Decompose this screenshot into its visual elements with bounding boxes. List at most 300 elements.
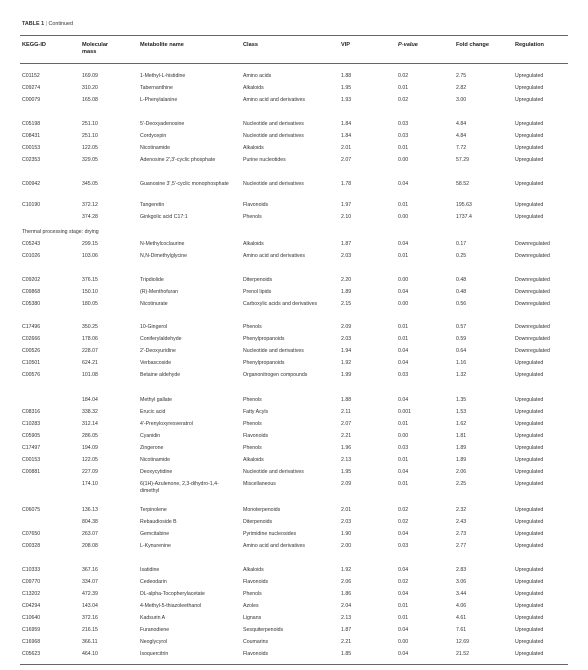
class-cell: Nucleotide and derivatives <box>243 181 304 187</box>
class-cell: Prenol lipids <box>243 289 272 295</box>
vip-cell: 1.95 <box>341 85 352 91</box>
regulation-cell: Upregulated <box>515 591 544 597</box>
class-cell: Pyrimidine nucleosides <box>243 531 297 537</box>
kegg-id-cell: C07650 <box>22 531 41 537</box>
molecular-mass-cell: 372.16 <box>82 615 98 621</box>
p-value-cell: 0.01 <box>398 481 409 487</box>
kegg-id-cell: C01026 <box>22 253 41 259</box>
metabolite-name-cell: Nicotinurate <box>140 301 168 307</box>
regulation-cell: Upregulated <box>515 421 544 427</box>
molecular-mass-cell: 310.20 <box>82 85 98 91</box>
vip-cell: 1.84 <box>341 133 352 139</box>
metabolite-name-cell: 1-Methyl-L-histidine <box>140 73 186 79</box>
molecular-mass-cell: 350.25 <box>82 324 98 330</box>
molecular-mass-cell: 184.04 <box>82 397 98 403</box>
p-value-cell: 0.04 <box>398 469 409 475</box>
kegg-id-cell: C00942 <box>22 181 41 187</box>
regulation-cell: Upregulated <box>515 214 544 220</box>
vip-cell: 2.01 <box>341 507 352 513</box>
p-value-cell: 0.04 <box>398 567 409 573</box>
metabolite-name-cell: 5'-Deoxyadenosine <box>140 121 185 127</box>
p-value-cell: 0.03 <box>398 133 409 139</box>
metabolite-name-cell: Erucic acid <box>140 409 166 415</box>
metabolite-name-cell: Neoglycyrol <box>140 639 168 645</box>
vip-cell: 2.03 <box>341 253 352 259</box>
fold-change-cell: 2.82 <box>456 85 467 91</box>
kegg-id-cell: C09770 <box>22 579 41 585</box>
class-cell: Phenols <box>243 397 262 403</box>
p-value-cell: 0.04 <box>398 360 409 366</box>
p-value-cell: 0.00 <box>398 277 409 283</box>
vip-cell: 2.03 <box>341 336 352 342</box>
regulation-cell: Upregulated <box>515 481 544 487</box>
metabolite-name-cell: Adenosine 2',3'-cyclic phosphate <box>140 157 216 163</box>
kegg-id-cell: C05623 <box>22 651 41 657</box>
class-cell: Alkaloids <box>243 145 264 151</box>
fold-change-cell: 12.69 <box>456 639 469 645</box>
regulation-cell: Downregulated <box>515 241 550 247</box>
vip-cell: 2.13 <box>341 615 352 621</box>
molecular-mass-cell: 251.10 <box>82 133 98 139</box>
table-caption <box>22 21 73 27</box>
vip-cell: 1.78 <box>341 181 352 187</box>
molecular-mass-cell: 103.06 <box>82 253 98 259</box>
p-value-cell: 0.00 <box>398 301 409 307</box>
kegg-id-cell: C10190 <box>22 202 41 208</box>
p-value-cell: 0.01 <box>398 324 409 330</box>
fold-change-cell: 195.63 <box>456 202 472 208</box>
molecular-mass-cell: 169.09 <box>82 73 98 79</box>
fold-change-cell: 2.43 <box>456 519 467 525</box>
metabolite-name-cell: Cordycepin <box>140 133 167 139</box>
kegg-id-cell: C08316 <box>22 409 41 415</box>
metabolite-name-cell: Nicotinamide <box>140 145 170 151</box>
p-value-cell: 0.03 <box>398 121 409 127</box>
regulation-cell: Upregulated <box>515 409 544 415</box>
molecular-mass-cell: 374.28 <box>82 214 98 220</box>
kegg-id-cell: C09868 <box>22 289 41 295</box>
p-value-cell: 0.04 <box>398 531 409 537</box>
p-value-cell: 0.01 <box>398 421 409 427</box>
regulation-cell: Upregulated <box>515 567 544 573</box>
vip-cell: 1.97 <box>341 202 352 208</box>
header-p-value: P-value <box>398 42 418 48</box>
kegg-id-cell: C10640 <box>22 615 41 621</box>
p-value-cell: 0.01 <box>398 253 409 259</box>
fold-change-cell: 0.57 <box>456 324 467 330</box>
header-rule <box>20 63 568 64</box>
class-cell: Amino acids <box>243 73 272 79</box>
kegg-id-cell: C05243 <box>22 241 41 247</box>
vip-cell: 1.86 <box>341 591 352 597</box>
p-value-cell: 0.01 <box>398 85 409 91</box>
p-value-cell: 0.02 <box>398 97 409 103</box>
kegg-id-cell: C00328 <box>22 543 41 549</box>
molecular-mass-cell: 624.21 <box>82 360 98 366</box>
p-value-cell: 0.04 <box>398 348 409 354</box>
molecular-mass-cell: 464.10 <box>82 651 98 657</box>
regulation-cell: Downregulated <box>515 253 550 259</box>
class-cell: Flavonoids <box>243 433 269 439</box>
metabolite-name-cell: Kadsurin A <box>140 615 166 621</box>
class-cell: Nucleotide and derivatives <box>243 348 304 354</box>
p-value-cell: 0.01 <box>398 615 409 621</box>
metabolite-name-cell: 10-Gingerol <box>140 324 168 330</box>
p-value-cell: 0.01 <box>398 603 409 609</box>
kegg-id-cell: C04294 <box>22 603 41 609</box>
class-cell: Diterpenoids <box>243 519 273 525</box>
metabolite-name-cell: Furanodiene <box>140 627 170 633</box>
molecular-mass-cell: 472.39 <box>82 591 98 597</box>
vip-cell: 2.21 <box>341 433 352 439</box>
header-fold-change: Fold change <box>456 42 489 48</box>
fold-change-cell: 3.06 <box>456 579 467 585</box>
fold-change-cell: 1.35 <box>456 397 467 403</box>
vip-cell: 1.92 <box>341 567 352 573</box>
header-class: Class <box>243 42 258 48</box>
vip-cell: 1.96 <box>341 445 352 451</box>
metabolite-name-cell: 4-Methyl-5-thiazoleethanol <box>140 603 202 609</box>
bottom-rule <box>20 664 568 665</box>
metabolite-name-cell: L-Kynurenine <box>140 543 171 549</box>
molecular-mass-cell: 180.05 <box>82 301 98 307</box>
metabolite-name-cell: (R)-Menthofuran <box>140 289 179 295</box>
regulation-cell: Upregulated <box>515 73 544 79</box>
molecular-mass-cell: 376.15 <box>82 277 98 283</box>
kegg-id-cell: C00576 <box>22 372 41 378</box>
class-cell: Flavonoids <box>243 651 269 657</box>
regulation-cell: Downregulated <box>515 301 550 307</box>
vip-cell: 2.11 <box>341 409 351 415</box>
metabolite-name-cell: Tripdiolide <box>140 277 164 283</box>
vip-cell: 2.01 <box>341 145 352 151</box>
class-cell: Coumarins <box>243 639 269 645</box>
metabolite-name-cell: Isoquercitrin <box>140 651 169 657</box>
molecular-mass-cell: 312.14 <box>82 421 98 427</box>
header-vip: VIP <box>341 42 351 48</box>
molecular-mass-cell: 299.15 <box>82 241 98 247</box>
regulation-cell: Upregulated <box>515 627 544 633</box>
regulation-cell: Upregulated <box>515 579 544 585</box>
molecular-mass-cell: 804.38 <box>82 519 98 525</box>
regulation-cell: Upregulated <box>515 639 544 645</box>
class-cell: Alkaloids <box>243 241 264 247</box>
kegg-id-cell: C05380 <box>22 301 41 307</box>
regulation-cell: Upregulated <box>515 157 544 163</box>
metabolite-name-cell: Verbascoside <box>140 360 172 366</box>
regulation-cell: Upregulated <box>515 507 544 513</box>
fold-change-cell: 4.61 <box>456 615 467 621</box>
kegg-id-cell: C13202 <box>22 591 41 597</box>
fold-change-cell: 0.56 <box>456 301 467 307</box>
class-cell: Diterpenoids <box>243 277 273 283</box>
class-cell: Nucleotide and derivatives <box>243 469 304 475</box>
regulation-cell: Downregulated <box>515 289 550 295</box>
kegg-id-cell: C00153 <box>22 457 41 463</box>
class-cell: Sesquiterpenoids <box>243 627 284 633</box>
class-cell: Alkaloids <box>243 457 264 463</box>
molecular-mass-cell: 194.09 <box>82 445 98 451</box>
class-cell: Flavonoids <box>243 202 269 208</box>
regulation-cell: Upregulated <box>515 469 544 475</box>
vip-cell: 2.20 <box>341 277 352 283</box>
kegg-id-cell: C01152 <box>22 73 40 79</box>
metabolite-name-cell: 6(1H)-Azulenone, 2,3-dihydro-1,4-dimethyl <box>140 481 219 494</box>
fold-change-cell: 2.83 <box>456 567 467 573</box>
metabolite-name-cell: Guanosine 3',5'-cyclic monophosphate <box>140 181 229 187</box>
regulation-cell: Upregulated <box>515 397 544 403</box>
fold-change-cell: 2.32 <box>456 507 467 513</box>
fold-change-cell: 2.06 <box>456 469 467 475</box>
fold-change-cell: 3.44 <box>456 591 467 597</box>
vip-cell: 1.87 <box>341 241 352 247</box>
molecular-mass-cell: 251.10 <box>82 121 98 127</box>
fold-change-cell: 3.00 <box>456 97 467 103</box>
kegg-id-cell: C06075 <box>22 507 41 513</box>
vip-cell: 1.87 <box>341 627 352 633</box>
regulation-cell: Upregulated <box>515 531 544 537</box>
vip-cell: 1.99 <box>341 372 352 378</box>
header-molecular-mass: Molecular mass <box>82 42 109 55</box>
class-cell: Phenols <box>243 445 262 451</box>
class-cell: Purine nucleotides <box>243 157 286 163</box>
fold-change-cell: 21.52 <box>456 651 469 657</box>
metabolite-name-cell: 2'-Deoxyuridine <box>140 348 176 354</box>
molecular-mass-cell: 286.05 <box>82 433 98 439</box>
p-value-cell: 0.04 <box>398 651 409 657</box>
molecular-mass-cell: 165.08 <box>82 97 98 103</box>
metabolite-name-cell: Zingerone <box>140 445 164 451</box>
vip-cell: 1.95 <box>341 469 352 475</box>
fold-change-cell: 2.77 <box>456 543 467 549</box>
class-cell: Alkaloids <box>243 85 264 91</box>
vip-cell: 2.13 <box>341 457 352 463</box>
metabolite-name-cell: Betaine aldehyde <box>140 372 181 378</box>
metabolite-name-cell: Cyanidin <box>140 433 161 439</box>
vip-cell: 2.07 <box>341 421 352 427</box>
fold-change-cell: 0.48 <box>456 277 467 283</box>
molecular-mass-cell: 329.05 <box>82 157 98 163</box>
p-value-cell: 0.04 <box>398 627 409 633</box>
metabolite-name-cell: 4'-Prenyloxyresveratrol <box>140 421 193 427</box>
fold-change-cell: 4.84 <box>456 133 467 139</box>
header-metabolite-name: Metabolite name <box>140 42 184 48</box>
class-cell: Phenols <box>243 591 262 597</box>
p-value-cell: 0.04 <box>398 289 409 295</box>
fold-change-cell: 58.52 <box>456 181 469 187</box>
fold-change-cell: 1.89 <box>456 445 467 451</box>
class-cell: Azoles <box>243 603 259 609</box>
p-value-cell: 0.02 <box>398 579 409 585</box>
fold-change-cell: 7.61 <box>456 627 467 633</box>
kegg-id-cell: C10501 <box>22 360 41 366</box>
p-value-cell: 0.04 <box>398 241 409 247</box>
vip-cell: 2.00 <box>341 543 352 549</box>
p-value-cell: 0.01 <box>398 336 409 342</box>
section-label: Thermal processing stage: drying <box>22 229 99 235</box>
regulation-cell: Upregulated <box>515 360 544 366</box>
kegg-id-cell: C09202 <box>22 277 41 283</box>
header-kegg-id: KEGG-ID <box>22 42 46 48</box>
fold-change-cell: 7.72 <box>456 145 467 151</box>
molecular-mass-cell: 178.06 <box>82 336 98 342</box>
fold-change-cell: 1.89 <box>456 457 467 463</box>
molecular-mass-cell: 174.10 <box>82 481 98 487</box>
p-value-cell: 0.04 <box>398 181 409 187</box>
kegg-id-cell: C02666 <box>22 336 41 342</box>
vip-cell: 1.92 <box>341 360 352 366</box>
metabolite-name-cell: L-Phenylalanine <box>140 97 178 103</box>
vip-cell: 1.89 <box>341 289 352 295</box>
kegg-id-cell: C10333 <box>22 567 41 573</box>
fold-change-cell: 2.75 <box>456 73 467 79</box>
metabolite-name-cell: Deoxycytidine <box>140 469 173 475</box>
molecular-mass-cell: 338.32 <box>82 409 98 415</box>
class-cell: Carboxylic acids and derivatives <box>243 301 318 307</box>
vip-cell: 2.15 <box>341 301 352 307</box>
class-cell: Miscellaneous <box>243 481 276 487</box>
p-value-cell: 0.00 <box>398 639 409 645</box>
molecular-mass-cell: 227.09 <box>82 469 98 475</box>
kegg-id-cell: C02353 <box>22 157 41 163</box>
fold-change-cell: 0.64 <box>456 348 467 354</box>
molecular-mass-cell: 366.11 <box>82 639 98 645</box>
fold-change-cell: 1.62 <box>456 421 467 427</box>
regulation-cell: Upregulated <box>515 615 544 621</box>
molecular-mass-cell: 122.05 <box>82 145 98 151</box>
class-cell: Monoterpenoids <box>243 507 281 513</box>
kegg-id-cell: C17497 <box>22 445 41 451</box>
kegg-id-cell: C08431 <box>22 133 41 139</box>
molecular-mass-cell: 367.16 <box>82 567 98 573</box>
metabolite-name-cell: Tabernanthine <box>140 85 173 91</box>
metabolite-name-cell: Tangeretin <box>140 202 165 208</box>
regulation-cell: Upregulated <box>515 519 544 525</box>
class-cell: Phenylpropanoids <box>243 336 285 342</box>
vip-cell: 2.04 <box>341 603 352 609</box>
p-value-cell: 0.00 <box>398 214 409 220</box>
header-regulation: Regulation <box>515 42 544 48</box>
molecular-mass-cell: 334.07 <box>82 579 98 585</box>
metabolite-name-cell: Ginkgolic acid C17:1 <box>140 214 188 220</box>
regulation-cell: Downregulated <box>515 336 550 342</box>
metabolite-name-cell: Gemcitabine <box>140 531 170 537</box>
fold-change-cell: 1737.4 <box>456 214 472 220</box>
fold-change-cell: 2.73 <box>456 531 467 537</box>
fold-change-cell: 0.17 <box>456 241 467 247</box>
vip-cell: 1.84 <box>341 121 352 127</box>
fold-change-cell: 57.29 <box>456 157 469 163</box>
regulation-cell: Upregulated <box>515 433 544 439</box>
p-value-cell: 0.01 <box>398 202 409 208</box>
regulation-cell: Upregulated <box>515 145 544 151</box>
kegg-id-cell: C05905 <box>22 433 41 439</box>
fold-change-cell: 4.06 <box>456 603 467 609</box>
vip-cell: 1.88 <box>341 73 352 79</box>
class-cell: Flavonoids <box>243 579 269 585</box>
kegg-id-cell: C17496 <box>22 324 41 330</box>
vip-cell: 2.09 <box>341 481 352 487</box>
metabolite-name-cell: Methyl gallate <box>140 397 173 403</box>
molecular-mass-cell: 122.05 <box>82 457 98 463</box>
molecular-mass-cell: 208.08 <box>82 543 98 549</box>
class-cell: Organonitrogen compounds <box>243 372 308 378</box>
vip-cell: 1.90 <box>341 531 352 537</box>
vip-cell: 2.06 <box>341 579 352 585</box>
molecular-mass-cell: 216.15 <box>82 627 98 633</box>
vip-cell: 1.88 <box>341 397 352 403</box>
caption-separator: | <box>45 21 47 27</box>
molecular-mass-cell: 136.13 <box>82 507 98 513</box>
kegg-id-cell: C10283 <box>22 421 41 427</box>
kegg-id-cell: C00079 <box>22 97 41 103</box>
fold-change-cell: 1.32 <box>456 372 467 378</box>
metabolite-name-cell: N-Methylcoclaurine <box>140 241 185 247</box>
vip-cell: 2.21 <box>341 639 352 645</box>
regulation-cell: Upregulated <box>515 543 544 549</box>
regulation-cell: Upregulated <box>515 181 544 187</box>
class-cell: Amino acid and derivatives <box>243 543 305 549</box>
fold-change-cell: 1.53 <box>456 409 467 415</box>
class-cell: Fatty Acyls <box>243 409 269 415</box>
molecular-mass-cell: 372.12 <box>82 202 98 208</box>
kegg-id-cell: C00153 <box>22 145 41 151</box>
molecular-mass-cell: 263.07 <box>82 531 98 537</box>
regulation-cell: Downregulated <box>515 324 550 330</box>
p-value-cell: 0.03 <box>398 372 409 378</box>
metabolite-name-cell: Coniferylaldehyde <box>140 336 182 342</box>
p-value-cell: 0.00 <box>398 433 409 439</box>
molecular-mass-cell: 150.10 <box>82 289 98 295</box>
class-cell: Alkaloids <box>243 567 264 573</box>
kegg-id-cell: C16959 <box>22 627 41 633</box>
caption-note: Continued <box>48 21 74 27</box>
regulation-cell: Upregulated <box>515 603 544 609</box>
molecular-mass-cell: 143.04 <box>82 603 98 609</box>
vip-cell: 2.10 <box>341 214 352 220</box>
p-value-cell: 0.02 <box>398 73 409 79</box>
class-cell: Nucleotide and derivatives <box>243 133 304 139</box>
kegg-id-cell: C09274 <box>22 85 41 91</box>
regulation-cell: Upregulated <box>515 133 544 139</box>
metabolite-name-cell: DL-alpha-Tocopherylacetate <box>140 591 205 597</box>
regulation-cell: Upregulated <box>515 457 544 463</box>
regulation-cell: Upregulated <box>515 85 544 91</box>
p-value-cell: 0.03 <box>398 543 409 549</box>
molecular-mass-cell: 345.05 <box>82 181 98 187</box>
metabolite-name-cell: N,N-Dimethylglycine <box>140 253 187 259</box>
vip-cell: 1.85 <box>341 651 352 657</box>
kegg-id-cell: C00526 <box>22 348 41 354</box>
fold-change-cell: 1.81 <box>456 433 467 439</box>
top-rule <box>20 35 568 36</box>
p-value-cell: 0.01 <box>398 457 409 463</box>
molecular-mass-cell: 101.08 <box>82 372 98 378</box>
p-value-cell: 0.04 <box>398 591 409 597</box>
vip-cell: 1.94 <box>341 348 352 354</box>
metabolite-name-cell: Rebaudioside B <box>140 519 177 525</box>
p-value-cell: 0.02 <box>398 519 409 525</box>
regulation-cell: Downregulated <box>515 277 550 283</box>
vip-cell: 2.03 <box>341 519 352 525</box>
metabolite-name-cell: Isatidine <box>140 567 160 573</box>
p-value-cell: 0.01 <box>398 145 409 151</box>
class-cell: Lignans <box>243 615 262 621</box>
class-cell: Nucleotide and derivatives <box>243 121 304 127</box>
fold-change-cell: 0.25 <box>456 253 467 259</box>
vip-cell: 2.07 <box>341 157 352 163</box>
metabolite-name-cell: Cedeodarin <box>140 579 167 585</box>
